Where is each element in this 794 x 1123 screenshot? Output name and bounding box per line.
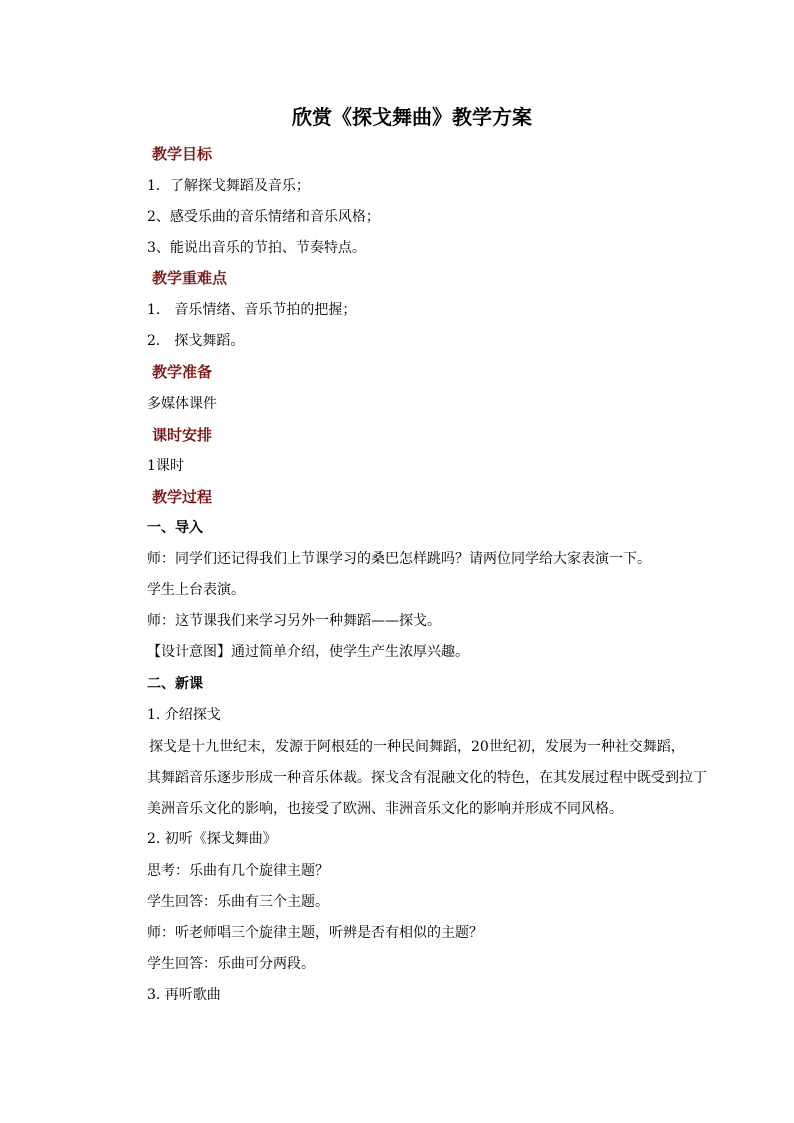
paragraph-line-2: 其舞蹈音乐逐步形成一种音乐体裁。探戈含有混融文化的特色，在其发展过程中既受到拉丁	[147, 770, 707, 786]
step2-line-2: 学生回答：乐曲有三个主题。	[147, 894, 329, 910]
part2-step3: 3. 再听歌曲	[147, 987, 221, 1003]
heading-key-points: 教学重难点	[152, 269, 228, 287]
paragraph-line-3: 美洲音乐文化的影响，也接受了欧洲、非洲音乐文化的影响并形成不同风格。	[147, 801, 623, 817]
document-title: 欣赏《探戈舞曲》教学方案	[292, 105, 532, 129]
schedule-text: 1课时	[147, 458, 184, 474]
heading-schedule: 课时安排	[152, 426, 213, 444]
process-part2-heading: 二、新课	[147, 676, 203, 692]
key-item-2: 2． 探戈舞蹈。	[147, 333, 245, 349]
part1-line-3: 师：这节课我们来学习另外一种舞蹈——探戈。	[147, 613, 441, 629]
paragraph-line-1: 探戈是十九世纪末，发源于阿根廷的一种民间舞蹈，20世纪初，发展为一种社交舞蹈，	[149, 739, 685, 755]
part1-line-2: 学生上台表演。	[147, 582, 245, 598]
heading-preparation: 教学准备	[152, 363, 213, 381]
step2-line-4: 学生回答：乐曲可分两段。	[147, 956, 315, 972]
part1-line-1: 师：同学们还记得我们上节课学习的桑巴怎样跳吗？请两位同学给大家表演一下。	[147, 551, 651, 567]
part2-step2: 2. 初听《探戈舞曲》	[147, 831, 277, 847]
step2-line-1: 思考：乐曲有几个旋律主题？	[147, 863, 329, 879]
heading-teaching-goals: 教学目标	[152, 145, 213, 163]
heading-process: 教学过程	[152, 488, 213, 506]
preparation-text: 多媒体课件	[147, 396, 217, 412]
key-item-1: 1． 音乐情绪、音乐节拍的把握；	[147, 302, 357, 318]
process-part1-heading: 一、导入	[147, 520, 203, 536]
goal-item-1: 1．了解探戈舞蹈及音乐；	[147, 178, 310, 194]
goal-item-2: 2、感受乐曲的音乐情绪和音乐风格；	[147, 209, 380, 225]
tango-intro-paragraph	[147, 732, 707, 825]
part2-step1: 1. 介绍探戈	[147, 707, 221, 723]
design-intent-line: 【设计意图】通过简单介绍，使学生产生浓厚兴趣。	[147, 644, 469, 660]
step2-line-3: 师：听老师唱三个旋律主题，听辨是否有相似的主题？	[147, 925, 483, 941]
goal-item-3: 3、能说出音乐的节拍、节奏特点。	[147, 240, 366, 256]
